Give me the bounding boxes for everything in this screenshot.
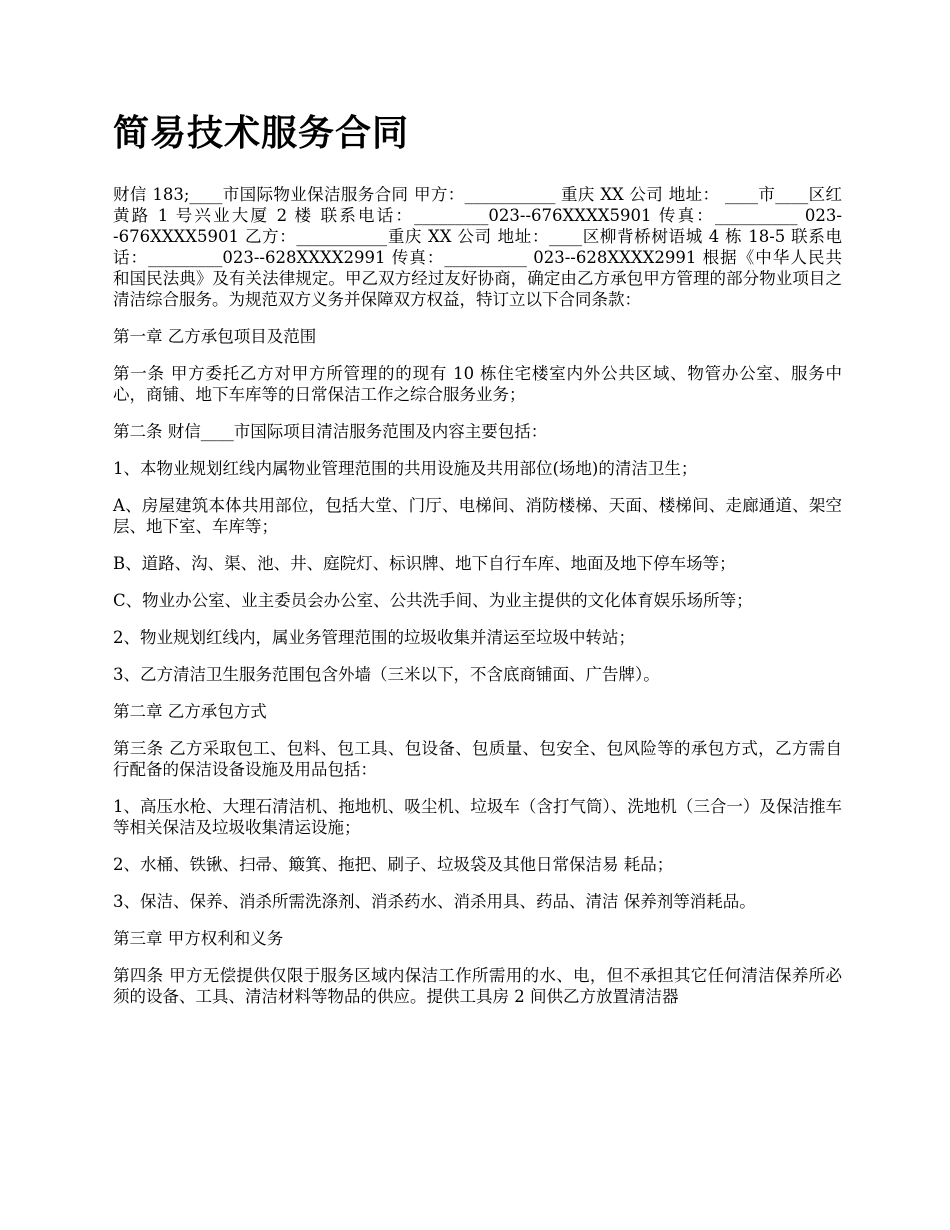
- scope-item-c: C、物业办公室、业主委员会办公室、公共洗手间、为业主提供的文化体育娱乐场所等；: [113, 591, 753, 610]
- scope-item-1: 1、本物业规划红线内属物业管理范围的共用设施及共用部位(场地)的清洁卫生；: [113, 459, 698, 478]
- equipment-item-1: 1、高压水枪、大理石清洁机、拖地机、吸尘机、垃圾车（含打气筒）、洗地机（三合一）及保洁推车等相关保洁及垃圾收集清运设施；: [113, 797, 842, 837]
- article-4-paragraph: 第四条 甲方无偿提供仅限于服务区域内保洁工作所需用的水、电，但不承担其它任何清洁保养所必须的设备、工具、清洁材料等物品的供应。提供工具房 2 间供乙方放置清洁器: [113, 966, 842, 1006]
- article-2-paragraph: 第二条 财信____市国际项目清洁服务范围及内容主要包括：: [113, 422, 548, 441]
- scope-item-a: A、房屋建筑本体共用部位，包括大堂、门厅、电梯间、消防楼梯、天面、楼梯间、走廊通道、架空层、地下室、车库等；: [113, 496, 842, 536]
- chapter-3-heading: 第三章 甲方权利和义务: [113, 929, 284, 948]
- chapter-2-heading: 第二章 乙方承包方式: [113, 702, 267, 721]
- article-1-paragraph: 第一条 甲方委托乙方对甲方所管理的的现有 10 栋住宅楼室内外公共区域、物管办公室、服务中心，商铺、地下车库等的日常保洁工作之综合服务业务；: [113, 364, 842, 404]
- chapter-1-heading: 第一章 乙方承包项目及范围: [113, 327, 317, 346]
- document-title: 简易技术服务合同: [113, 113, 410, 154]
- contract-parties-paragraph: 财信 183;____市国际物业保洁服务合同 甲方：___________ 重庆 XX 公司 地址： ____市____区红黄路 1 号兴业大厦 2 楼 联系电话：_________023--676XXXX5901 传真：__________ 023--676XXXX5901 乙方：___________重庆 XX 公司 地址：____区柳背桥树语城 4 栋 18-5 联系电话：_________023--628XXXX2991 传真：__________ 023--628XXXX2991 根据《中华人民共和国民法典》及有关法律规定。甲乙双方经过友好协商，确定由乙方承包甲方管理的部分物业项目之清洁综合服务。为规范双方义务并保障双方权益，特订立以下合同条款：: [113, 185, 842, 309]
- scope-item-2: 2、物业规划红线内，属业务管理范围的垃圾收集并清运至垃圾中转站；: [113, 628, 635, 647]
- equipment-item-2: 2、水桶、铁锹、扫帚、簸箕、拖把、刷子、垃圾袋及其他日常保洁易 耗品；: [113, 855, 674, 874]
- article-3-paragraph: 第三条 乙方采取包工、包料、包工具、包设备、包质量、包安全、包风险等的承包方式，乙方需自行配备的保洁设备设施及用品包括：: [113, 739, 842, 779]
- scope-item-b: B、道路、沟、渠、池、井、庭院灯、标识牌、地下自行车库、地面及地下停车场等；: [113, 554, 736, 573]
- scope-item-3: 3、乙方清洁卫生服务范围包含外墙（三米以下，不含底商铺面、广告牌）。: [113, 665, 660, 684]
- equipment-item-3: 3、保洁、保养、消杀所需洗涤剂、消杀药水、消杀用具、药品、清洁 保养剂等消耗品。: [113, 892, 756, 911]
